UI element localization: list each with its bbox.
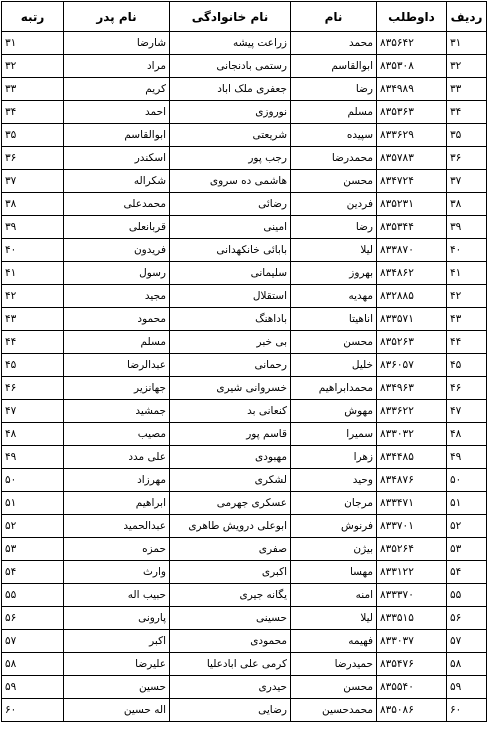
cell-family-name: رضائی	[170, 193, 291, 216]
table-row	[2, 607, 487, 630]
cell-candidate-id: ۸۳۵۵۴۰	[377, 676, 447, 699]
cell-first-name: لیلا	[291, 607, 377, 630]
cell-first-name: مهدیه	[291, 285, 377, 308]
cell-index: ۵۳	[447, 538, 487, 561]
table-row	[2, 55, 487, 78]
cell-family-name: کنعانی بد	[170, 400, 291, 423]
table-row	[2, 262, 487, 285]
cell-first-name: محسن	[291, 170, 377, 193]
cell-first-name: مهسا	[291, 561, 377, 584]
table-row	[2, 469, 487, 492]
cell-candidate-id: ۸۳۵۳۶۳	[377, 101, 447, 124]
cell-candidate-id: ۸۳۳۵۷۱	[377, 308, 447, 331]
cell-family-name: قاسم پور	[170, 423, 291, 446]
cell-index: ۴۰	[447, 239, 487, 262]
cell-index: ۳۳	[447, 78, 487, 101]
table-row	[2, 216, 487, 239]
cell-index: ۵۸	[447, 653, 487, 676]
cell-father-name: اکبر	[64, 630, 170, 653]
cell-index: ۵۴	[447, 561, 487, 584]
cell-father-name: اله حسین	[64, 699, 170, 722]
cell-candidate-id: ۸۳۵۲۳۱	[377, 193, 447, 216]
table-row	[2, 170, 487, 193]
cell-family-name: رضایی	[170, 699, 291, 722]
cell-candidate-id: ۸۳۴۸۶۲	[377, 262, 447, 285]
cell-index: ۳۵	[447, 124, 487, 147]
cell-first-name: خلیل	[291, 354, 377, 377]
cell-rank: ۳۳	[2, 78, 64, 101]
cell-father-name: فریدون	[64, 239, 170, 262]
cell-father-name: حبیب اله	[64, 584, 170, 607]
cell-family-name: حسینی	[170, 607, 291, 630]
cell-first-name: محمدحسین	[291, 699, 377, 722]
cell-candidate-id: ۸۳۵۲۶۳	[377, 331, 447, 354]
header-rank: رتبه	[2, 2, 64, 32]
cell-father-name: حمزه	[64, 538, 170, 561]
cell-rank: ۴۸	[2, 423, 64, 446]
cell-index: ۴۵	[447, 354, 487, 377]
cell-father-name: قربانعلی	[64, 216, 170, 239]
table-row	[2, 193, 487, 216]
table-row	[2, 285, 487, 308]
cell-rank: ۴۵	[2, 354, 64, 377]
cell-father-name: شارضا	[64, 32, 170, 55]
cell-first-name: حمیدرضا	[291, 653, 377, 676]
cell-rank: ۵۴	[2, 561, 64, 584]
table-row	[2, 676, 487, 699]
header-first-name: نام	[291, 2, 377, 32]
cell-index: ۶۰	[447, 699, 487, 722]
cell-father-name: جهانزیر	[64, 377, 170, 400]
cell-first-name: بیژن	[291, 538, 377, 561]
document-page	[1, 1, 486, 727]
cell-candidate-id: ۸۳۴۹۸۹	[377, 78, 447, 101]
cell-first-name: فردین	[291, 193, 377, 216]
cell-family-name: خسروانی شیری	[170, 377, 291, 400]
cell-index: ۴۴	[447, 331, 487, 354]
cell-rank: ۳۲	[2, 55, 64, 78]
cell-first-name: زهرا	[291, 446, 377, 469]
cell-first-name: فرنوش	[291, 515, 377, 538]
cell-index: ۴۳	[447, 308, 487, 331]
table-row	[2, 538, 487, 561]
cell-candidate-id: ۸۳۳۶۲۹	[377, 124, 447, 147]
cell-rank: ۵۹	[2, 676, 64, 699]
table-row	[2, 331, 487, 354]
header-row	[2, 2, 487, 32]
cell-rank: ۳۵	[2, 124, 64, 147]
cell-index: ۳۹	[447, 216, 487, 239]
table-row	[2, 147, 487, 170]
cell-father-name: ابراهیم	[64, 492, 170, 515]
table-row	[2, 101, 487, 124]
cell-first-name: فهیمه	[291, 630, 377, 653]
cell-index: ۳۴	[447, 101, 487, 124]
cell-first-name: محسن	[291, 331, 377, 354]
cell-index: ۴۹	[447, 446, 487, 469]
cell-first-name: امنه	[291, 584, 377, 607]
cell-family-name: هاشمی ده سروی	[170, 170, 291, 193]
cell-rank: ۵۳	[2, 538, 64, 561]
cell-father-name: مراد	[64, 55, 170, 78]
table-header	[2, 2, 487, 32]
table-row	[2, 124, 487, 147]
table-row	[2, 308, 487, 331]
cell-first-name: رضا	[291, 216, 377, 239]
table-row	[2, 78, 487, 101]
cell-first-name: مسلم	[291, 101, 377, 124]
candidates-table	[1, 1, 487, 722]
cell-rank: ۴۳	[2, 308, 64, 331]
cell-first-name: مهوش	[291, 400, 377, 423]
cell-family-name: نوروزی	[170, 101, 291, 124]
cell-first-name: بهروز	[291, 262, 377, 285]
cell-rank: ۴۱	[2, 262, 64, 285]
cell-family-name: مهبودی	[170, 446, 291, 469]
cell-rank: ۴۹	[2, 446, 64, 469]
cell-rank: ۴۲	[2, 285, 64, 308]
table-row	[2, 423, 487, 446]
cell-family-name: باداهنگ	[170, 308, 291, 331]
cell-family-name: استقلال	[170, 285, 291, 308]
cell-first-name: مرجان	[291, 492, 377, 515]
cell-father-name: وارث	[64, 561, 170, 584]
table-row	[2, 492, 487, 515]
cell-family-name: محمودی	[170, 630, 291, 653]
cell-candidate-id: ۸۳۵۶۴۲	[377, 32, 447, 55]
cell-candidate-id: ۸۳۴۹۶۳	[377, 377, 447, 400]
cell-rank: ۵۵	[2, 584, 64, 607]
cell-index: ۴۱	[447, 262, 487, 285]
table-row	[2, 377, 487, 400]
cell-father-name: کریم	[64, 78, 170, 101]
cell-rank: ۴۶	[2, 377, 64, 400]
cell-index: ۵۵	[447, 584, 487, 607]
cell-candidate-id: ۸۳۵۲۶۴	[377, 538, 447, 561]
cell-first-name: محمدرضا	[291, 147, 377, 170]
cell-first-name: سمیرا	[291, 423, 377, 446]
cell-index: ۴۸	[447, 423, 487, 446]
cell-first-name: اناهیتا	[291, 308, 377, 331]
cell-candidate-id: ۸۳۳۶۲۲	[377, 400, 447, 423]
cell-index: ۳۷	[447, 170, 487, 193]
cell-candidate-id: ۸۳۳۷۰۱	[377, 515, 447, 538]
cell-candidate-id: ۸۳۴۸۷۶	[377, 469, 447, 492]
header-candidate-id: داوطلب	[377, 2, 447, 32]
cell-father-name: اسکندر	[64, 147, 170, 170]
cell-family-name: رجب پور	[170, 147, 291, 170]
cell-family-name: یگانه جیری	[170, 584, 291, 607]
cell-rank: ۶۰	[2, 699, 64, 722]
cell-index: ۳۱	[447, 32, 487, 55]
table-row	[2, 653, 487, 676]
cell-candidate-id: ۸۳۳۰۳۲	[377, 423, 447, 446]
table-row	[2, 354, 487, 377]
cell-rank: ۵۲	[2, 515, 64, 538]
cell-candidate-id: ۸۳۴۷۲۴	[377, 170, 447, 193]
cell-father-name: شکراله	[64, 170, 170, 193]
cell-candidate-id: ۸۳۲۸۸۵	[377, 285, 447, 308]
cell-index: ۳۶	[447, 147, 487, 170]
cell-father-name: علیرضا	[64, 653, 170, 676]
cell-family-name: عسکری جهرمی	[170, 492, 291, 515]
cell-first-name: محسن	[291, 676, 377, 699]
cell-family-name: حیدری	[170, 676, 291, 699]
header-father-name: نام پدر	[64, 2, 170, 32]
cell-candidate-id: ۸۳۵۷۸۳	[377, 147, 447, 170]
cell-candidate-id: ۸۳۶۰۵۷	[377, 354, 447, 377]
table-row	[2, 630, 487, 653]
cell-rank: ۳۴	[2, 101, 64, 124]
cell-rank: ۵۸	[2, 653, 64, 676]
cell-index: ۴۷	[447, 400, 487, 423]
cell-family-name: صفری	[170, 538, 291, 561]
cell-family-name: کرمی علی ابادعلیا	[170, 653, 291, 676]
cell-first-name: ابوالقاسم	[291, 55, 377, 78]
cell-family-name: سلیمانی	[170, 262, 291, 285]
cell-index: ۵۶	[447, 607, 487, 630]
cell-father-name: مجید	[64, 285, 170, 308]
cell-rank: ۵۰	[2, 469, 64, 492]
cell-family-name: رستمی بادنجانی	[170, 55, 291, 78]
cell-family-name: رحمانی	[170, 354, 291, 377]
cell-family-name: زراعت پیشه	[170, 32, 291, 55]
cell-family-name: بی خبر	[170, 331, 291, 354]
cell-candidate-id: ۸۳۳۳۷۰	[377, 584, 447, 607]
table-row	[2, 561, 487, 584]
table-row	[2, 446, 487, 469]
cell-candidate-id: ۸۳۴۴۸۵	[377, 446, 447, 469]
cell-index: ۵۱	[447, 492, 487, 515]
cell-family-name: جعفری ملک اباد	[170, 78, 291, 101]
cell-candidate-id: ۸۳۳۱۲۲	[377, 561, 447, 584]
cell-rank: ۵۷	[2, 630, 64, 653]
cell-first-name: وحید	[291, 469, 377, 492]
cell-rank: ۳۶	[2, 147, 64, 170]
header-index: ردیف	[447, 2, 487, 32]
cell-father-name: مسلم	[64, 331, 170, 354]
cell-family-name: لشکری	[170, 469, 291, 492]
cell-father-name: احمد	[64, 101, 170, 124]
cell-first-name: لیلا	[291, 239, 377, 262]
cell-index: ۵۷	[447, 630, 487, 653]
cell-rank: ۳۱	[2, 32, 64, 55]
table-row	[2, 239, 487, 262]
cell-father-name: رسول	[64, 262, 170, 285]
table-row	[2, 699, 487, 722]
cell-index: ۵۹	[447, 676, 487, 699]
table-row	[2, 584, 487, 607]
cell-rank: ۵۱	[2, 492, 64, 515]
cell-rank: ۵۶	[2, 607, 64, 630]
cell-candidate-id: ۸۳۳۵۱۵	[377, 607, 447, 630]
cell-index: ۳۲	[447, 55, 487, 78]
cell-first-name: محمدابراهیم	[291, 377, 377, 400]
cell-index: ۴۲	[447, 285, 487, 308]
cell-rank: ۳۹	[2, 216, 64, 239]
cell-father-name: مهرزاد	[64, 469, 170, 492]
cell-index: ۳۸	[447, 193, 487, 216]
cell-candidate-id: ۸۳۵۳۰۸	[377, 55, 447, 78]
cell-candidate-id: ۸۳۵۰۸۶	[377, 699, 447, 722]
cell-candidate-id: ۸۳۵۳۴۴	[377, 216, 447, 239]
cell-first-name: محمد	[291, 32, 377, 55]
cell-father-name: عبدالرضا	[64, 354, 170, 377]
cell-rank: ۴۷	[2, 400, 64, 423]
cell-father-name: علی مدد	[64, 446, 170, 469]
cell-candidate-id: ۸۳۵۴۷۶	[377, 653, 447, 676]
cell-family-name: ابوعلی درویش طاهری	[170, 515, 291, 538]
cell-father-name: حسین	[64, 676, 170, 699]
cell-candidate-id: ۸۳۳۸۷۰	[377, 239, 447, 262]
cell-rank: ۴۰	[2, 239, 64, 262]
cell-family-name: شریعتی	[170, 124, 291, 147]
cell-first-name: سپیده	[291, 124, 377, 147]
cell-rank: ۳۷	[2, 170, 64, 193]
cell-family-name: بابائی خانکهدانی	[170, 239, 291, 262]
header-family-name: نام خانوادگی	[170, 2, 291, 32]
cell-family-name: امینی	[170, 216, 291, 239]
cell-rank: ۳۸	[2, 193, 64, 216]
cell-family-name: اکبری	[170, 561, 291, 584]
cell-father-name: ابوالقاسم	[64, 124, 170, 147]
cell-index: ۴۶	[447, 377, 487, 400]
table-body	[2, 32, 487, 722]
cell-father-name: مصیب	[64, 423, 170, 446]
cell-index: ۵۰	[447, 469, 487, 492]
table-row	[2, 32, 487, 55]
cell-father-name: جمشید	[64, 400, 170, 423]
cell-candidate-id: ۸۳۳۰۳۷	[377, 630, 447, 653]
cell-candidate-id: ۸۳۳۴۷۱	[377, 492, 447, 515]
cell-first-name: رضا	[291, 78, 377, 101]
cell-father-name: پارونی	[64, 607, 170, 630]
cell-father-name: محمود	[64, 308, 170, 331]
cell-father-name: محمدعلی	[64, 193, 170, 216]
table-row	[2, 400, 487, 423]
cell-rank: ۴۴	[2, 331, 64, 354]
table-row	[2, 515, 487, 538]
cell-index: ۵۲	[447, 515, 487, 538]
cell-father-name: عبدالحمید	[64, 515, 170, 538]
